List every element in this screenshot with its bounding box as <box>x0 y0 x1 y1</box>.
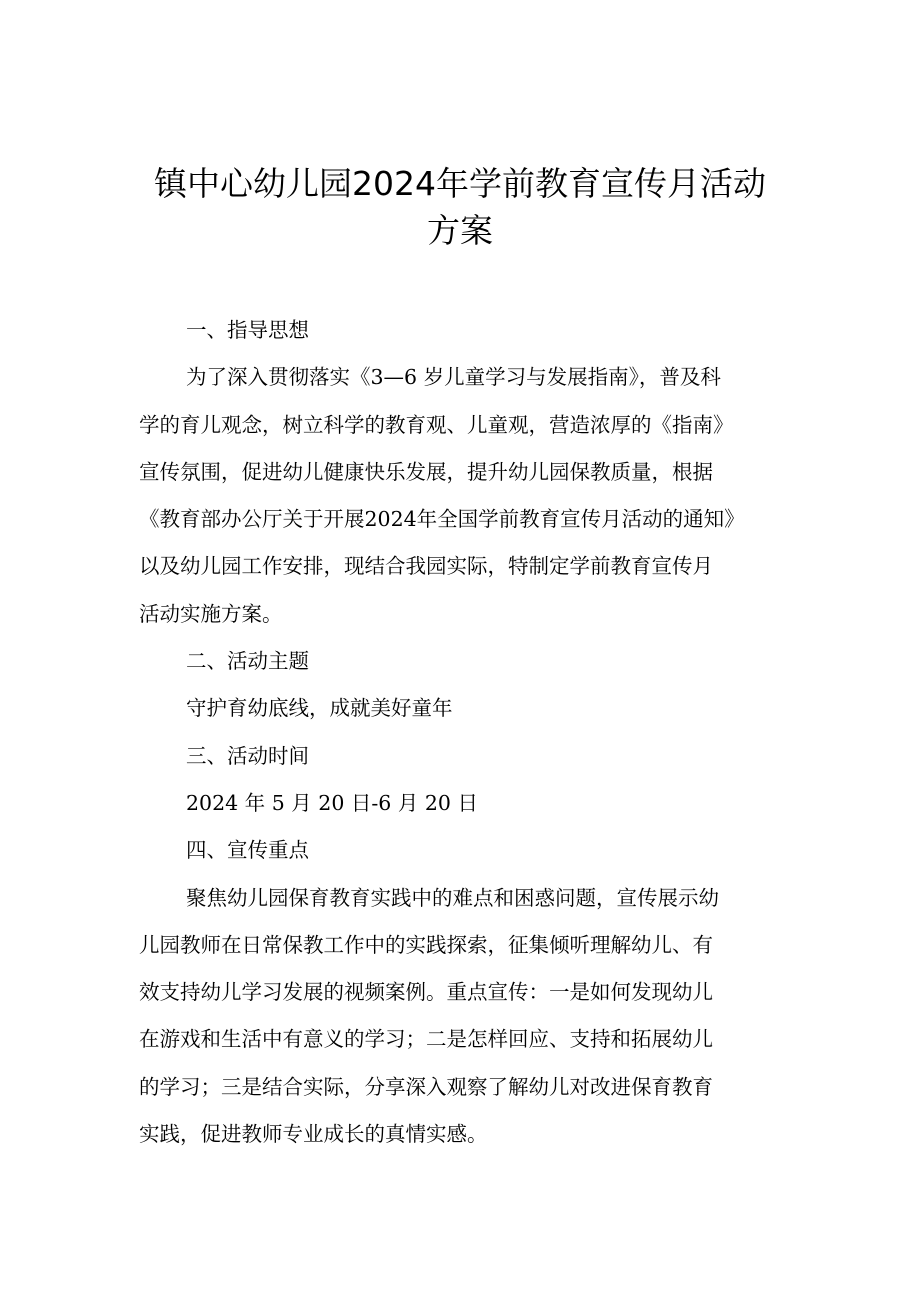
section-heading-activity-time: 三、活动时间 <box>186 743 309 768</box>
paragraph-line: 实践，促进教师专业成长的真情实感。 <box>139 1122 488 1147</box>
activity-time-text: 2024 年 5 月 20 日-6 月 20 日 <box>186 790 478 815</box>
paragraph-guiding-ideology <box>139 354 799 638</box>
paragraph-publicity-focus <box>139 875 799 1159</box>
paragraph-line: 的学习；三是结合实际，分享深入观察了解幼儿对改进保育教育 <box>139 1074 713 1099</box>
section-heading-publicity-focus: 四、宣传重点 <box>186 838 309 863</box>
activity-theme-text: 守护育幼底线，成就美好童年 <box>186 696 453 721</box>
title-line-1: 镇中心幼儿园2024年学前教育宣传月活动 <box>154 164 766 203</box>
document-title <box>140 160 780 254</box>
paragraph-line: 效支持幼儿学习发展的视频案例。重点宣传：一是如何发现幼儿 <box>139 980 713 1005</box>
section-heading-guiding-ideology: 一、指导思想 <box>186 318 309 342</box>
paragraph-line: 宣传氛围，促进幼儿健康快乐发展，提升幼儿园保教质量，根据 <box>139 459 713 484</box>
paragraph-line: 在游戏和生活中有意义的学习；二是怎样回应、支持和拓展幼儿 <box>139 1027 713 1052</box>
paragraph-line: 为了深入贯彻落实《3—6 岁儿童学习与发展指南》，普及科 <box>186 365 721 390</box>
section-heading-activity-theme: 二、活动主题 <box>186 649 309 674</box>
paragraph-line: 学的育儿观念，树立科学的教育观、儿童观，营造浓厚的《指南》 <box>139 412 734 437</box>
paragraph-line: 《教育部办公厅关于开展2024年全国学前教育宣传月活动的通知》 <box>139 507 745 532</box>
paragraph-line: 活动实施方案。 <box>139 601 283 626</box>
paragraph-line: 以及幼儿园工作安排，现结合我园实际，特制定学前教育宣传月 <box>139 554 713 579</box>
document-body <box>139 307 799 1158</box>
title-line-2: 方案 <box>427 211 493 250</box>
paragraph-line: 儿园教师在日常保教工作中的实践探索，征集倾听理解幼儿、有 <box>139 932 713 957</box>
paragraph-line: 聚焦幼儿园保育教育实践中的难点和困惑问题，宣传展示幼 <box>186 885 719 910</box>
